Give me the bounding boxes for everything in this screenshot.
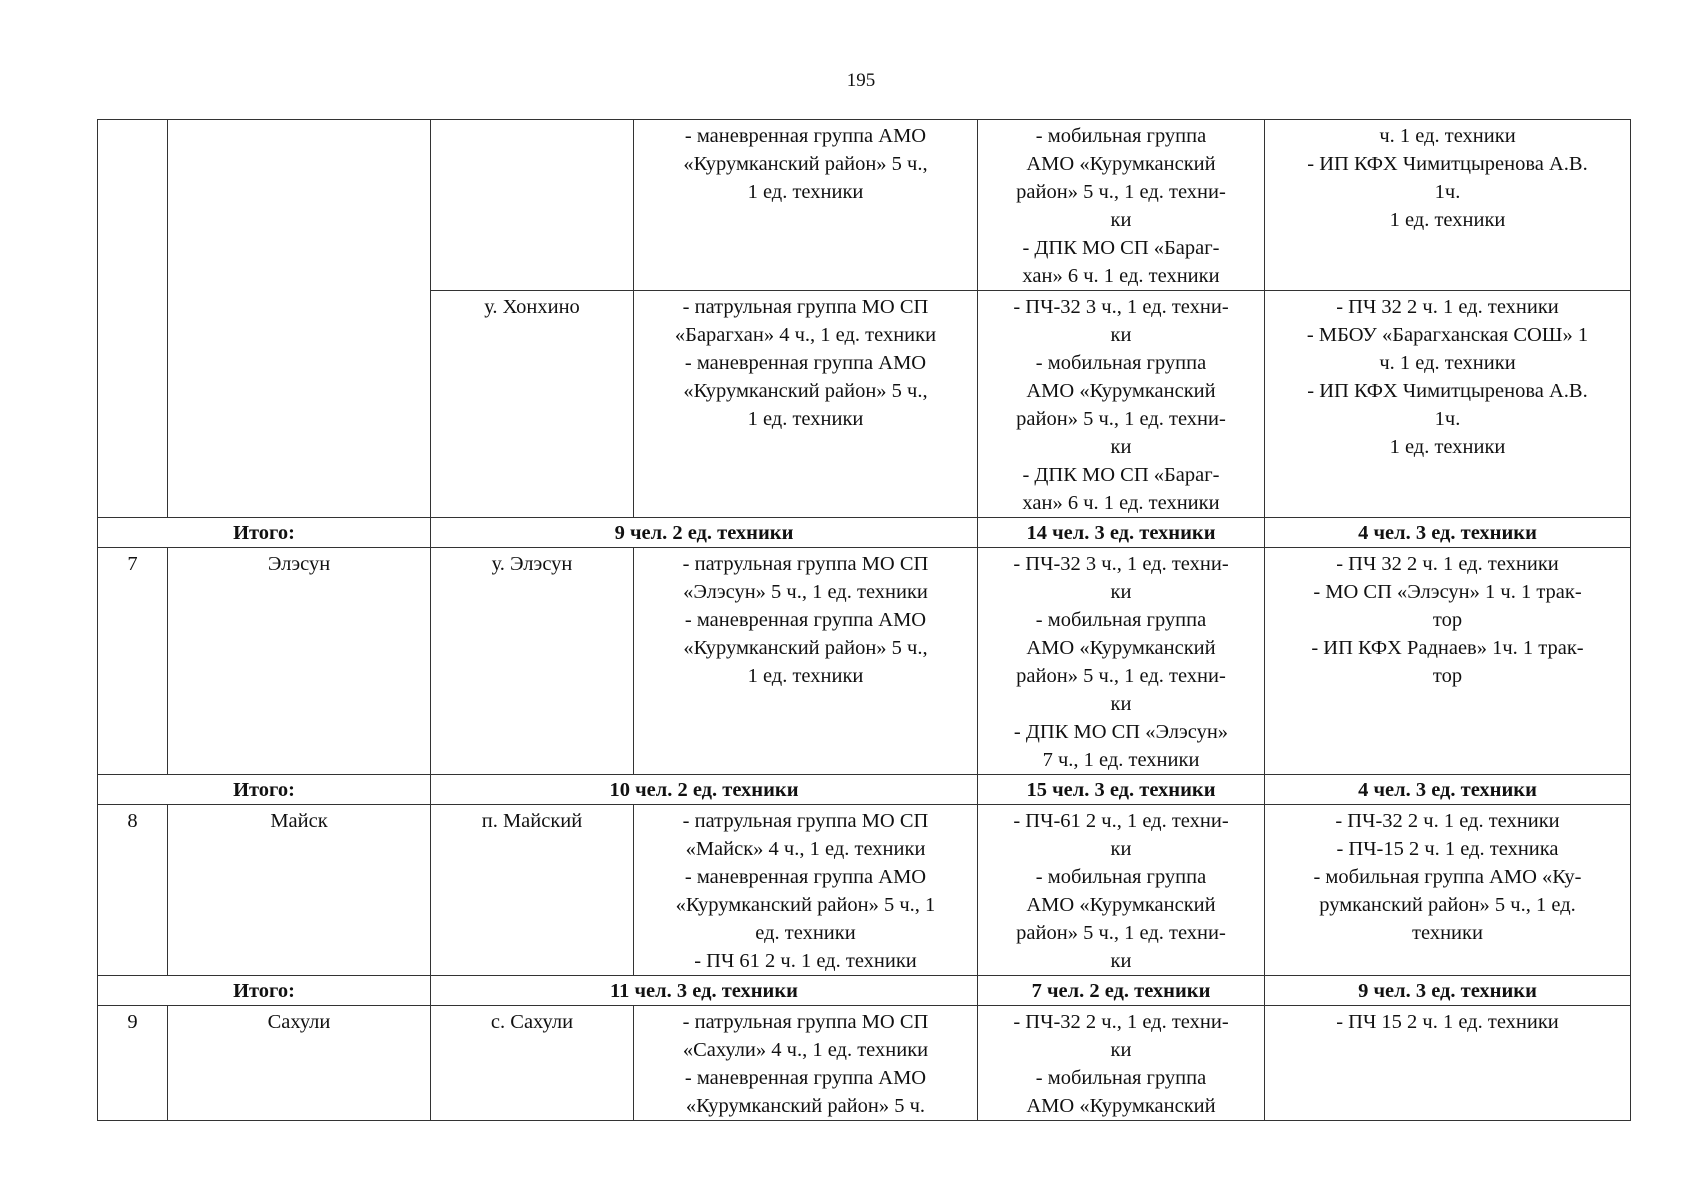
settlement-cell: Майск: [168, 805, 431, 976]
reserve-cell: - ПЧ-32 2 ч., 1 ед. техни- ки - мобильная группа АМО «Курумканский: [978, 1006, 1265, 1121]
support-cell: - ПЧ 32 2 ч. 1 ед. техники - МБОУ «Барагханская СОШ» 1 ч. 1 ед. техники - ИП КФХ Чимитцыренова А.В. 1ч. 1 ед. техники: [1265, 291, 1631, 518]
table-row: [98, 805, 1631, 976]
locality-cell: с. Сахули: [431, 1006, 634, 1121]
locality-cell: [431, 120, 634, 291]
support-total: 4 чел. 3 ед. техники: [1265, 518, 1631, 548]
row-number-cell: 9: [98, 1006, 168, 1121]
support-cell: ч. 1 ед. техники - ИП КФХ Чимитцыренова А.В. 1ч. 1 ед. техники: [1265, 120, 1631, 291]
reserve-total: 7 чел. 2 ед. техники: [978, 976, 1265, 1006]
reserve-total: 15 чел. 3 ед. техники: [978, 775, 1265, 805]
locality-cell: у. Элэсун: [431, 548, 634, 775]
locality-cell: у. Хонхино: [431, 291, 634, 518]
total-label: Итого:: [98, 775, 431, 805]
forces-cell: - патрульная группа МО СП «Элэсун» 5 ч., 1 ед. техники - маневренная группа АМО «Курумканский район» 5 ч., 1 ед. техники: [634, 548, 978, 775]
reserve-cell: - ПЧ-32 3 ч., 1 ед. техни- ки - мобильная группа АМО «Курумканский район» 5 ч., 1 ед. техни- ки - ДПК МО СП «Бараг- хан» 6 ч. 1 ед. техники: [978, 291, 1265, 518]
forces-table: [97, 119, 1631, 1121]
row-number-cell: 7: [98, 548, 168, 775]
support-cell: - ПЧ 32 2 ч. 1 ед. техники - МО СП «Элэсун» 1 ч. 1 трак- тор - ИП КФХ Раднаев» 1ч. 1 трак- тор: [1265, 548, 1631, 775]
total-row: [98, 775, 1631, 805]
forces-total: 9 чел. 2 ед. техники: [431, 518, 978, 548]
page-number: 195: [846, 70, 876, 91]
forces-cell: - патрульная группа МО СП «Барагхан» 4 ч., 1 ед. техники - маневренная группа АМО «Курумканский район» 5 ч., 1 ед. техники: [634, 291, 978, 518]
row-number-cell: [98, 120, 168, 518]
reserve-cell: - ПЧ-61 2 ч., 1 ед. техни- ки - мобильная группа АМО «Курумканский район» 5 ч., 1 ед. техни- ки: [978, 805, 1265, 976]
settlement-cell: [168, 120, 431, 518]
row-number-cell: 8: [98, 805, 168, 976]
reserve-total: 14 чел. 3 ед. техники: [978, 518, 1265, 548]
forces-cell: - патрульная группа МО СП «Майск» 4 ч., 1 ед. техники - маневренная группа АМО «Курумканский район» 5 ч., 1 ед. техники - ПЧ 61 2 ч. 1 ед. техники: [634, 805, 978, 976]
reserve-cell: - мобильная группа АМО «Курумканский район» 5 ч., 1 ед. техни- ки - ДПК МО СП «Бараг- хан» 6 ч. 1 ед. техники: [978, 120, 1265, 291]
table-row: [98, 548, 1631, 775]
forces-total: 11 чел. 3 ед. техники: [431, 976, 978, 1006]
support-total: 9 чел. 3 ед. техники: [1265, 976, 1631, 1006]
forces-total: 10 чел. 2 ед. техники: [431, 775, 978, 805]
total-label: Итого:: [98, 976, 431, 1006]
settlement-cell: Сахули: [168, 1006, 431, 1121]
total-row: [98, 976, 1631, 1006]
support-cell: - ПЧ 15 2 ч. 1 ед. техники: [1265, 1006, 1631, 1121]
support-total: 4 чел. 3 ед. техники: [1265, 775, 1631, 805]
locality-cell: п. Майский: [431, 805, 634, 976]
total-row: [98, 518, 1631, 548]
table-row: [98, 1006, 1631, 1121]
forces-cell: - патрульная группа МО СП «Сахули» 4 ч., 1 ед. техники - маневренная группа АМО «Курумканский район» 5 ч.: [634, 1006, 978, 1121]
total-label: Итого:: [98, 518, 431, 548]
settlement-cell: Элэсун: [168, 548, 431, 775]
forces-cell: - маневренная группа АМО «Курумканский район» 5 ч., 1 ед. техники: [634, 120, 978, 291]
support-cell: - ПЧ-32 2 ч. 1 ед. техники - ПЧ-15 2 ч. 1 ед. техника - мобильная группа АМО «Ку- румканский район» 5 ч., 1 ед. техники: [1265, 805, 1631, 976]
table-row: [98, 120, 1631, 291]
reserve-cell: - ПЧ-32 3 ч., 1 ед. техни- ки - мобильная группа АМО «Курумканский район» 5 ч., 1 ед. техни- ки - ДПК МО СП «Элэсун» 7 ч., 1 ед. техники: [978, 548, 1265, 775]
